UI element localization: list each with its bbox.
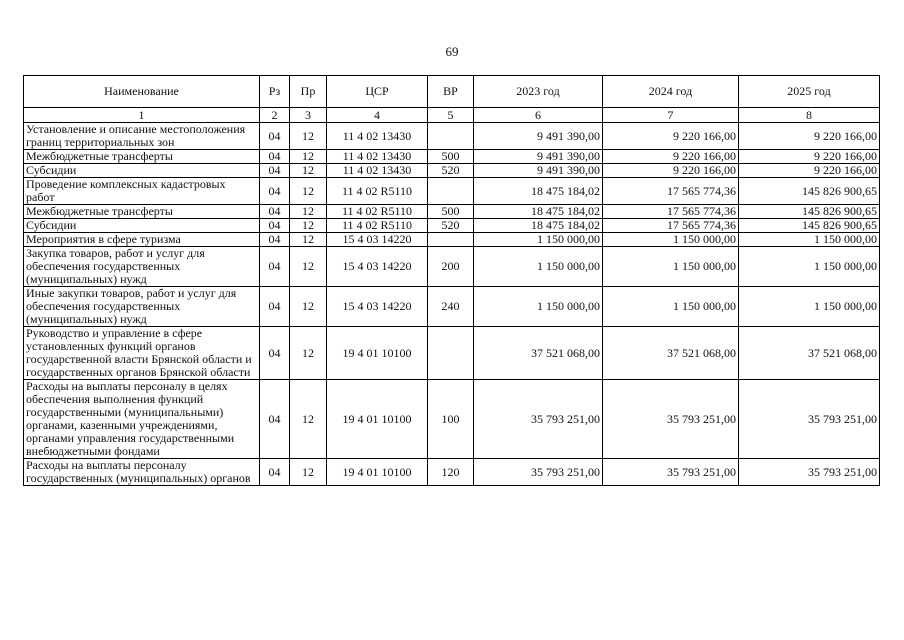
row-amount-2023: 1 150 000,00 bbox=[474, 233, 603, 247]
column-number: 2 bbox=[260, 108, 290, 123]
row-csr: 11 4 02 R5110 bbox=[327, 178, 428, 205]
row-amount-2023: 18 475 184,02 bbox=[474, 219, 603, 233]
table-row bbox=[24, 219, 880, 233]
row-amount-2023: 18 475 184,02 bbox=[474, 178, 603, 205]
row-csr: 19 4 01 10100 bbox=[327, 380, 428, 459]
row-amount-2024: 17 565 774,36 bbox=[603, 219, 739, 233]
row-pr: 12 bbox=[290, 123, 327, 150]
table-row bbox=[24, 205, 880, 219]
row-pr: 12 bbox=[290, 380, 327, 459]
row-amount-2023: 37 521 068,00 bbox=[474, 327, 603, 380]
row-amount-2025: 1 150 000,00 bbox=[739, 247, 880, 287]
column-header-name: Наименование bbox=[24, 76, 260, 108]
row-pr: 12 bbox=[290, 233, 327, 247]
row-amount-2023: 1 150 000,00 bbox=[474, 287, 603, 327]
row-rz: 04 bbox=[260, 178, 290, 205]
row-vr: 120 bbox=[428, 459, 474, 486]
row-name: Межбюджетные трансферты bbox=[24, 205, 260, 219]
table-row bbox=[24, 233, 880, 247]
column-number: 5 bbox=[428, 108, 474, 123]
row-amount-2023: 9 491 390,00 bbox=[474, 164, 603, 178]
row-pr: 12 bbox=[290, 178, 327, 205]
row-rz: 04 bbox=[260, 205, 290, 219]
row-name: Субсидии bbox=[24, 219, 260, 233]
row-amount-2023: 9 491 390,00 bbox=[474, 150, 603, 164]
row-amount-2025: 9 220 166,00 bbox=[739, 123, 880, 150]
row-amount-2023: 35 793 251,00 bbox=[474, 380, 603, 459]
row-pr: 12 bbox=[290, 219, 327, 233]
row-amount-2023: 35 793 251,00 bbox=[474, 459, 603, 486]
row-rz: 04 bbox=[260, 247, 290, 287]
row-name: Расходы на выплаты персоналу государственных (муниципальных) органов bbox=[24, 459, 260, 486]
row-amount-2024: 37 521 068,00 bbox=[603, 327, 739, 380]
row-pr: 12 bbox=[290, 164, 327, 178]
row-vr: 500 bbox=[428, 150, 474, 164]
column-number: 4 bbox=[327, 108, 428, 123]
column-header-2023: 2023 год bbox=[474, 76, 603, 108]
row-rz: 04 bbox=[260, 123, 290, 150]
row-rz: 04 bbox=[260, 219, 290, 233]
table-row bbox=[24, 164, 880, 178]
budget-table bbox=[23, 75, 880, 486]
column-header-2025: 2025 год bbox=[739, 76, 880, 108]
row-amount-2025: 9 220 166,00 bbox=[739, 150, 880, 164]
table-body bbox=[24, 123, 880, 486]
row-name: Руководство и управление в сфере установленных функций органов государственной власти Брянской области и государственных органов Брянской области bbox=[24, 327, 260, 380]
row-amount-2024: 9 220 166,00 bbox=[603, 164, 739, 178]
table-row bbox=[24, 459, 880, 486]
table-row bbox=[24, 327, 880, 380]
table-row bbox=[24, 287, 880, 327]
row-name: Проведение комплексных кадастровых работ bbox=[24, 178, 260, 205]
row-name: Межбюджетные трансферты bbox=[24, 150, 260, 164]
row-amount-2025: 35 793 251,00 bbox=[739, 380, 880, 459]
row-csr: 11 4 02 13430 bbox=[327, 164, 428, 178]
row-amount-2025: 9 220 166,00 bbox=[739, 164, 880, 178]
row-csr: 11 4 02 R5110 bbox=[327, 219, 428, 233]
table-header bbox=[24, 76, 880, 123]
row-pr: 12 bbox=[290, 205, 327, 219]
row-csr: 19 4 01 10100 bbox=[327, 327, 428, 380]
row-rz: 04 bbox=[260, 327, 290, 380]
row-amount-2025: 1 150 000,00 bbox=[739, 233, 880, 247]
row-pr: 12 bbox=[290, 247, 327, 287]
row-vr: 240 bbox=[428, 287, 474, 327]
table-row bbox=[24, 247, 880, 287]
row-vr: 520 bbox=[428, 219, 474, 233]
row-csr: 15 4 03 14220 bbox=[327, 233, 428, 247]
row-csr: 11 4 02 R5110 bbox=[327, 205, 428, 219]
column-number: 6 bbox=[474, 108, 603, 123]
column-number: 8 bbox=[739, 108, 880, 123]
row-amount-2024: 1 150 000,00 bbox=[603, 247, 739, 287]
row-amount-2025: 37 521 068,00 bbox=[739, 327, 880, 380]
column-number: 7 bbox=[603, 108, 739, 123]
row-vr: 200 bbox=[428, 247, 474, 287]
column-header-rz: Рз bbox=[260, 76, 290, 108]
row-amount-2024: 35 793 251,00 bbox=[603, 459, 739, 486]
row-rz: 04 bbox=[260, 233, 290, 247]
row-amount-2025: 145 826 900,65 bbox=[739, 178, 880, 205]
row-amount-2024: 1 150 000,00 bbox=[603, 287, 739, 327]
header-row bbox=[24, 76, 880, 108]
row-amount-2023: 18 475 184,02 bbox=[474, 205, 603, 219]
row-amount-2023: 9 491 390,00 bbox=[474, 123, 603, 150]
row-vr: 500 bbox=[428, 205, 474, 219]
row-csr: 11 4 02 13430 bbox=[327, 123, 428, 150]
row-pr: 12 bbox=[290, 150, 327, 164]
column-header-csr: ЦСР bbox=[327, 76, 428, 108]
row-name: Субсидии bbox=[24, 164, 260, 178]
row-amount-2024: 17 565 774,36 bbox=[603, 178, 739, 205]
column-header-2024: 2024 год bbox=[603, 76, 739, 108]
row-csr: 19 4 01 10100 bbox=[327, 459, 428, 486]
row-name: Закупка товаров, работ и услуг для обеспечения государственных (муниципальных) нужд bbox=[24, 247, 260, 287]
row-csr: 11 4 02 13430 bbox=[327, 150, 428, 164]
row-amount-2024: 9 220 166,00 bbox=[603, 150, 739, 164]
row-csr: 15 4 03 14220 bbox=[327, 287, 428, 327]
row-name: Иные закупки товаров, работ и услуг для обеспечения государственных (муниципальных) нужд bbox=[24, 287, 260, 327]
row-vr: 100 bbox=[428, 380, 474, 459]
column-number-row bbox=[24, 108, 880, 123]
column-number: 1 bbox=[24, 108, 260, 123]
row-amount-2024: 17 565 774,36 bbox=[603, 205, 739, 219]
row-name: Установление и описание местоположения границ территориальных зон bbox=[24, 123, 260, 150]
row-pr: 12 bbox=[290, 287, 327, 327]
row-vr bbox=[428, 233, 474, 247]
table-row bbox=[24, 178, 880, 205]
row-amount-2025: 145 826 900,65 bbox=[739, 219, 880, 233]
row-amount-2025: 35 793 251,00 bbox=[739, 459, 880, 486]
row-pr: 12 bbox=[290, 327, 327, 380]
column-header-pr: Пр bbox=[290, 76, 327, 108]
row-vr bbox=[428, 123, 474, 150]
row-vr bbox=[428, 178, 474, 205]
row-rz: 04 bbox=[260, 164, 290, 178]
column-number: 3 bbox=[290, 108, 327, 123]
row-amount-2023: 1 150 000,00 bbox=[474, 247, 603, 287]
row-amount-2024: 1 150 000,00 bbox=[603, 233, 739, 247]
row-csr: 15 4 03 14220 bbox=[327, 247, 428, 287]
table-row bbox=[24, 380, 880, 459]
row-rz: 04 bbox=[260, 287, 290, 327]
row-rz: 04 bbox=[260, 380, 290, 459]
page-number: 69 bbox=[445, 44, 459, 59]
column-header-vr: ВР bbox=[428, 76, 474, 108]
table-row bbox=[24, 123, 880, 150]
row-name: Расходы на выплаты персоналу в целях обеспечения выполнения функций государственными (муниципальными) органами, казенными учреждениями, органами управления государственными внебюджетными фондами bbox=[24, 380, 260, 459]
row-amount-2024: 9 220 166,00 bbox=[603, 123, 739, 150]
row-rz: 04 bbox=[260, 150, 290, 164]
row-name: Мероприятия в сфере туризма bbox=[24, 233, 260, 247]
table-row bbox=[24, 150, 880, 164]
row-amount-2025: 145 826 900,65 bbox=[739, 205, 880, 219]
row-pr: 12 bbox=[290, 459, 327, 486]
row-vr bbox=[428, 327, 474, 380]
row-vr: 520 bbox=[428, 164, 474, 178]
row-amount-2025: 1 150 000,00 bbox=[739, 287, 880, 327]
row-amount-2024: 35 793 251,00 bbox=[603, 380, 739, 459]
row-rz: 04 bbox=[260, 459, 290, 486]
